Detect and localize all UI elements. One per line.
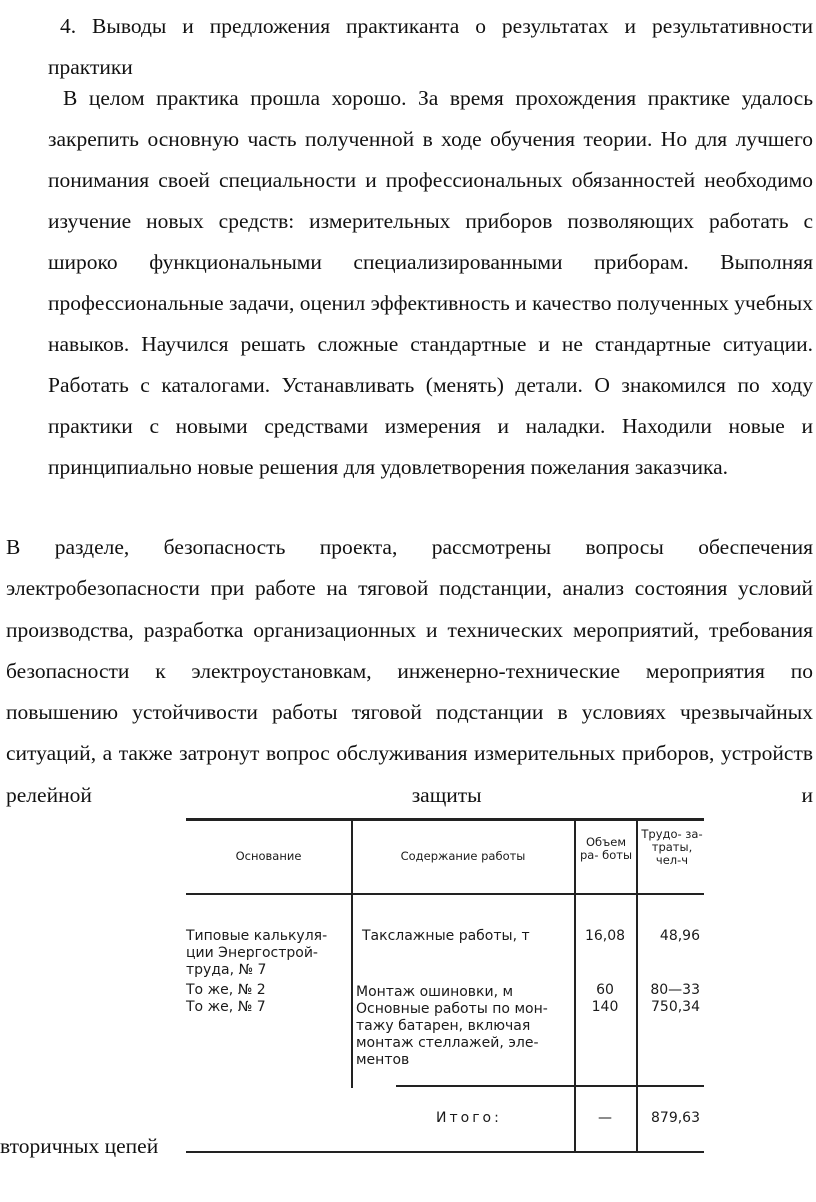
- paragraph-tail: вторичных цепей: [0, 1134, 159, 1158]
- row3-content: Основные работы по мон- тажу батарен, включая монтаж стеллажей, эле- ментов: [356, 1001, 548, 1068]
- header-content: Содержание работы: [400, 849, 526, 863]
- row1-content: Такслажные работы, т: [362, 928, 530, 944]
- table-bottom-rule: [186, 1151, 704, 1153]
- conclusion-paragraph: В целом практика прошла хорошо. За время прохождения практике удалось закрепить основную часть полученной в ходе обучения теории. Но для лучшего понимания своей специальности и профессиональных обязанностей необходимо изучение новых средств: измерительных приборов позволяющих работать с широко функциональными специализированными приборам. Выполняя профессиональные задачи, оценил эффективность и качество полученных учебных навыков. Научился решать сложные стандартные и не стандартные ситуации. Работать с каталогами. Устанавливать (менять) детали. О знакомился по ходу практики с новыми средствами измерения и наладки. Находили новые и принципиально новые решения для удовлетворения пожелания заказчика.: [48, 86, 813, 479]
- total-volume: —: [598, 1110, 612, 1126]
- header-volume: Объем ра- боты: [579, 835, 633, 862]
- header-basis: Основание: [235, 849, 302, 863]
- safety-paragraph: В разделе, безопасность проекта, рассмотрены вопросы обеспечения электробезопасности при работе на тяговой подстанции, анализ состояния условий производства, разработка организационных и технических мероприятий, требования безопасности к электроустановкам, инженерно-технические мероприятия по повышению устойчивости работы тяговой подстанции в условиях чрезвычайных ситуаций, а также затронут вопрос обслуживания измерительных приборов, устройств релейной защиты и: [6, 535, 813, 807]
- table-total-rule: [396, 1085, 704, 1087]
- row3-volume: 140: [591, 999, 619, 1015]
- total-label: Итого:: [436, 1110, 502, 1126]
- scanned-labor-table: [186, 818, 706, 1158]
- total-labor: 879,63: [651, 1110, 700, 1126]
- row2-labor: 80—33: [650, 982, 700, 998]
- row3-basis: То же, № 7: [186, 999, 266, 1015]
- row1-basis: Типовые калькуля- ции Энергострой- труда, № 7: [186, 928, 328, 978]
- row2-basis: То же, № 2: [186, 982, 266, 998]
- row2-content: Монтаж ошиновки, м: [356, 984, 514, 1000]
- row1-labor: 48,96: [659, 928, 700, 944]
- table-header-rule: [186, 893, 704, 895]
- row2-volume: 60: [596, 982, 614, 998]
- table-top-rule: [186, 818, 704, 821]
- row1-volume: 16,08: [584, 928, 626, 944]
- row3-labor: 750,34: [651, 999, 700, 1015]
- section-heading: 4. Выводы и предложения практиканта о результатах и результативности практики: [48, 14, 813, 79]
- header-labor: Трудо- за- траты, чел-ч: [641, 827, 703, 867]
